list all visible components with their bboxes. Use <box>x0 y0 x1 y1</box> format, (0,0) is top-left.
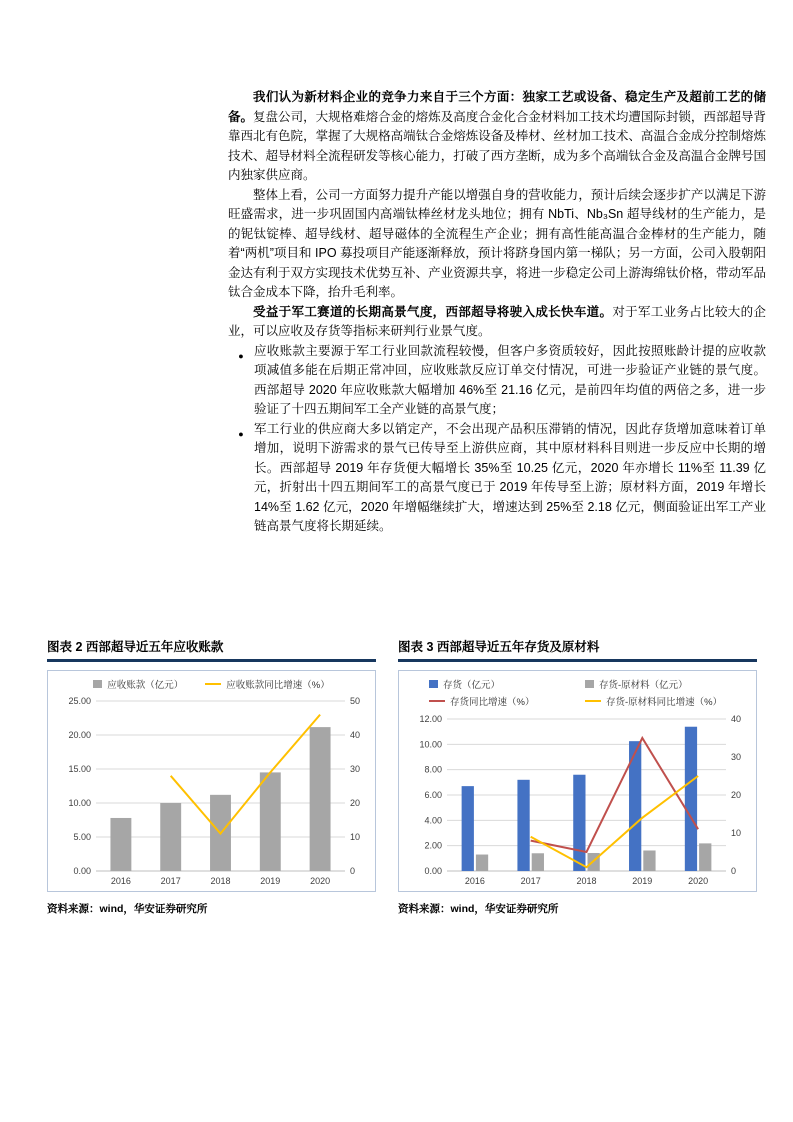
svg-text:2019: 2019 <box>260 875 281 886</box>
inventory-chart-legend <box>401 675 754 711</box>
receivables-chart-legend <box>50 675 373 693</box>
bar-swatch-icon <box>429 680 438 688</box>
svg-text:10: 10 <box>731 827 742 838</box>
svg-text:2020: 2020 <box>310 875 331 886</box>
legend-item <box>93 677 183 691</box>
svg-text:2016: 2016 <box>464 875 485 886</box>
body-text <box>228 88 766 537</box>
legend-label: 存货-原材料（亿元） <box>599 679 688 691</box>
bullet-inventory <box>228 420 766 537</box>
svg-text:2020: 2020 <box>688 875 709 886</box>
figure-inventory <box>398 637 757 916</box>
line-swatch-icon <box>205 683 221 685</box>
svg-text:40: 40 <box>350 729 361 740</box>
svg-text:2017: 2017 <box>160 875 181 886</box>
svg-text:0.00: 0.00 <box>73 865 91 876</box>
svg-text:20: 20 <box>350 797 361 808</box>
bullet-marker-icon: ● <box>238 350 244 361</box>
line-swatch-icon <box>585 700 601 702</box>
figure-title: 图表 2 西部超导近五年应收账款 <box>47 640 224 654</box>
paragraph-text: 整体上看，公司一方面努力提升产能以增强自身的营收能力，预计后续会逐步扩产以满足下游旺盛需求，进一步巩固国内高端钛棒丝材龙头地位；拥有 NbTi、Nb₃Sn 超导线材的生产能力，是的铌钛锭棒、超导线材、超导磁体的全流程生产企业；拥有高性能高温合金棒材的生产能力，随着“两机”项目和 IPO 募投项目产能逐渐释放，预计将跻身国内第一梯队；另一方面，公司入股朝阳金达有利于双方实现技术优势互补、产业资源共享，将进一步稳定公司上游海绵钛价格，带动军品钛合金成本下降，抬升毛利率。 <box>228 187 766 299</box>
paragraph-competitiveness <box>228 88 766 186</box>
legend-label: 应收账款（亿元） <box>107 679 184 691</box>
legend-item <box>429 694 585 708</box>
svg-text:10.00: 10.00 <box>419 738 442 749</box>
svg-text:4.00: 4.00 <box>424 814 442 825</box>
legend-label: 存货-原材料同比增速（%） <box>606 696 723 708</box>
legend-item <box>429 677 585 691</box>
bullet-receivables <box>228 342 766 420</box>
bullet-marker-icon: ● <box>238 428 244 439</box>
bar-swatch-icon <box>93 680 102 688</box>
svg-text:10.00: 10.00 <box>68 797 91 808</box>
legend-item <box>585 677 741 691</box>
legend-label: 应收账款同比增速（%） <box>226 679 330 691</box>
svg-text:20.00: 20.00 <box>68 729 91 740</box>
figure-source: 资料来源：wind，华安证券研究所 <box>47 902 208 915</box>
legend-item <box>205 677 329 691</box>
paragraph-text: 对于军工业务占比较大的企业，可以应收及存货等指标来研判行业景气度。 <box>228 304 766 338</box>
line-swatch-icon <box>429 700 445 702</box>
figure-title-rule <box>398 659 757 662</box>
svg-text:20: 20 <box>731 789 742 800</box>
bar-swatch-icon <box>585 680 594 688</box>
figure-title-rule <box>47 659 376 662</box>
svg-text:2017: 2017 <box>520 875 541 886</box>
svg-text:12.00: 12.00 <box>419 713 442 724</box>
svg-text:50: 50 <box>350 695 361 706</box>
paragraph-lead-bold: 受益于军工赛道的长期高景气度，西部超导将驶入成长快车道。 <box>253 304 613 319</box>
figure-receivables <box>47 637 376 916</box>
receivables-chart-frame <box>47 670 376 892</box>
legend-label: 存货（亿元） <box>443 679 501 691</box>
legend-item <box>585 694 741 708</box>
svg-text:2.00: 2.00 <box>424 840 442 851</box>
paragraph-capacity <box>228 186 766 303</box>
svg-text:5.00: 5.00 <box>73 831 91 842</box>
paragraph-text: 复盘公司，大规格难熔合金的熔炼及高度合金化合金材料加工技术均遭国际封锁，西部超导背靠西北有色院，掌握了大规格高端钛合金熔炼设备及棒材、丝材加工技术、高温合金成分控制熔炼技术、超导材料全流程研发等核心能力，打破了西方垄断，成为多个高端钛合金及高温合金牌号国内独家供应商。 <box>228 109 766 182</box>
figure-title: 图表 3 西部超导近五年存货及原材料 <box>398 640 600 654</box>
inventory-chart <box>401 711 754 889</box>
svg-text:0: 0 <box>350 865 356 876</box>
svg-text:30: 30 <box>350 763 361 774</box>
svg-text:2018: 2018 <box>210 875 231 886</box>
bullet-text: 军工行业的供应商大多以销定产，不会出现产品积压滞销的情况，因此存货增加意味着订单增加，说明下游需求的景气已传导至上游供应商，其中原材料科目则进一步反应中长期的增长。西部超导 2019 年存货便大幅增长 35%至 10.25 亿元，2020 年亦增长 11%至 11.39 亿元，折射出十四五期间军工的高景气度已于 2019 年传导至上游；原材料方面，2019 年增长 14%至 1.62 亿元，2020 年增幅继续扩大，增速达到 25%至 2.18 亿元，侧面验证出军工产业链高景气度将长期延续。 <box>254 421 766 533</box>
svg-text:40: 40 <box>731 713 742 724</box>
paragraph-lead-bold: 我们认为新材料企业的竞争力来自于三个方面：独家工艺或设备、稳定生产及超前工艺的储备。 <box>228 90 766 124</box>
svg-text:8.00: 8.00 <box>424 764 442 775</box>
svg-text:2018: 2018 <box>576 875 597 886</box>
svg-text:6.00: 6.00 <box>424 789 442 800</box>
bullet-text: 应收账款主要源于军工行业回款流程较慢，但客户多资质较好，因此按照账龄计提的应收款项减值多能在后期正常冲回，应收账款反应订单交付情况，可进一步验证产业链的景气度。西部超导 2020 年应收账款大幅增加 46%至 21.16 亿元，是前四年均值的两倍之多，进一步验证了十四五期间军工全产业链的高景气度； <box>254 343 766 416</box>
receivables-chart <box>50 693 373 889</box>
svg-text:2019: 2019 <box>632 875 653 886</box>
svg-text:0.00: 0.00 <box>424 865 442 876</box>
legend-label: 存货同比增速（%） <box>450 696 535 708</box>
svg-text:2016: 2016 <box>110 875 131 886</box>
figure-source: 资料来源：wind，华安证券研究所 <box>398 902 559 915</box>
svg-text:25.00: 25.00 <box>68 695 91 706</box>
svg-text:30: 30 <box>731 751 742 762</box>
svg-text:15.00: 15.00 <box>68 763 91 774</box>
inventory-chart-frame <box>398 670 757 892</box>
paragraph-military-cycle <box>228 303 766 342</box>
svg-text:10: 10 <box>350 831 361 842</box>
svg-text:0: 0 <box>731 865 737 876</box>
